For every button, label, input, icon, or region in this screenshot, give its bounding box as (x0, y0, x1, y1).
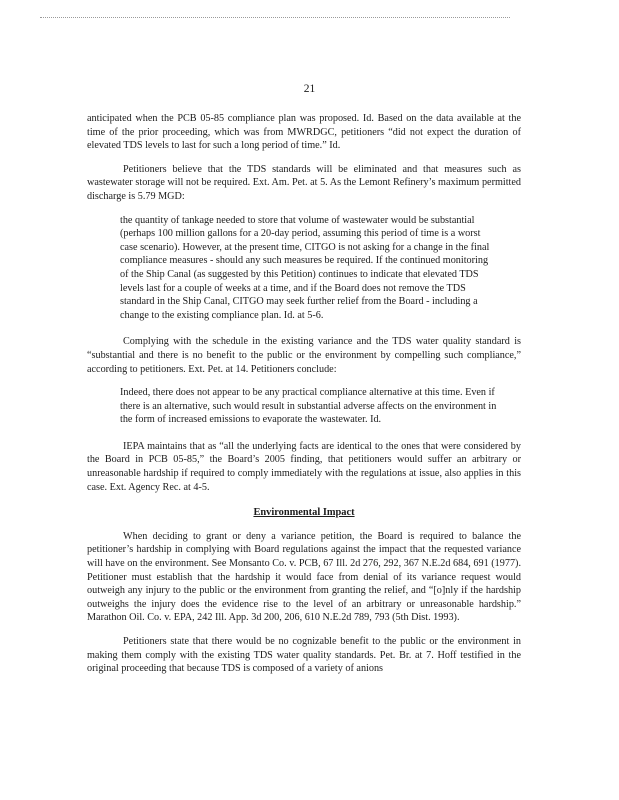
page-number: 21 (303, 83, 316, 95)
block-quote-tankage: the quantity of tankage needed to store that volume of wastewater would be substantial (perhaps 100 million gallons for a 20-day period, assuming this period of time is a worst case scenario). However, at the present time, CITGO is not asking for a change in the final compliance measures - should any such measures be required. If the continued monitoring of the Ship Canal (as suggested by this Petition) continues to indicate that elevated TDS levels last for a couple of weeks at a time, and if the Board does not remove the TDS standard in the Ship Canal, CITGO may seek further relief from the Board - including a change to the existing compliance plan. Id. at 5-6. (120, 214, 490, 321)
section-heading-environmental-impact: Environmental Impact (253, 507, 355, 519)
paragraph-complying: Complying with the schedule in the existing variance and the TDS water quality standard is “substantial and there is no benefit to the public or the environment by compelling such compliance,” according to petitioners. Ext. Pet. at 14. Petitioners conclude: (87, 336, 521, 375)
paragraph-board-balance: When deciding to grant or deny a variance petition, the Board is required to balance the petitioner’s hardship in complying with Board regulations against the impact that the requested variance will have on the environment. See Monsanto Co. v. PCB, 67 Ill. 2d 276, 292, 367 N.E.2d 684, 691 (1977). Petitioner must establish that the hardship it would face from denial of its variance request would outweigh any injury to the public or the environment from granting the relief, and “[o]nly if the hardship outweighs the injury does the evidence rise to the level of an arbitrary or unreasonable hardship.” Marathon Oil. Co. v. EPA, 242 Ill. App. 3d 200, 206, 610 N.E.2d 789, 793 (5th Dist. 1993). (87, 530, 521, 624)
scan-artifact-line (40, 17, 510, 18)
block-quote-no-alternative: Indeed, there does not appear to be any practical compliance alternative at this time. Even if there is an alternative, such would result in substantial adverse affects on the environment in the form of increased emissions to evaporate the wastewater. Id. (120, 387, 497, 426)
paragraph-iepa-maintains: IEPA maintains that as “all the underlying facts are identical to the ones that were considered by the Board in PCB 05-85,” the Board’s 2005 finding, that petitioners would suffer an arbitrary or unreasonable hardship if required to comply immediately with the regulations at issue, also applies in this case. Ext. Agency Rec. at 4-5. (87, 440, 521, 493)
document-body (87, 112, 521, 683)
paragraph-petitioners-believe: Petitioners believe that the TDS standards will be eliminated and that measures such as wastewater storage will not be required. Ext. Am. Pet. at 5. As the Lemont Refinery’s maximum permitted discharge is 5.79 MGD: (87, 163, 521, 202)
paragraph-continuation: anticipated when the PCB 05-85 compliance plan was proposed. Id. Based on the data available at the time of the prior proceeding, which was from MWRDGC, petitioners “did not expect the duration of elevated TDS levels to last for such a long period of time.” Id. (87, 113, 521, 152)
paragraph-no-benefit: Petitioners state that there would be no cognizable benefit to the public or the environment in making them comply with the existing TDS water quality standards. Pet. Br. at 7. Hoff testified in the original proceeding that because TDS is composed of a variety of anions (87, 636, 521, 675)
